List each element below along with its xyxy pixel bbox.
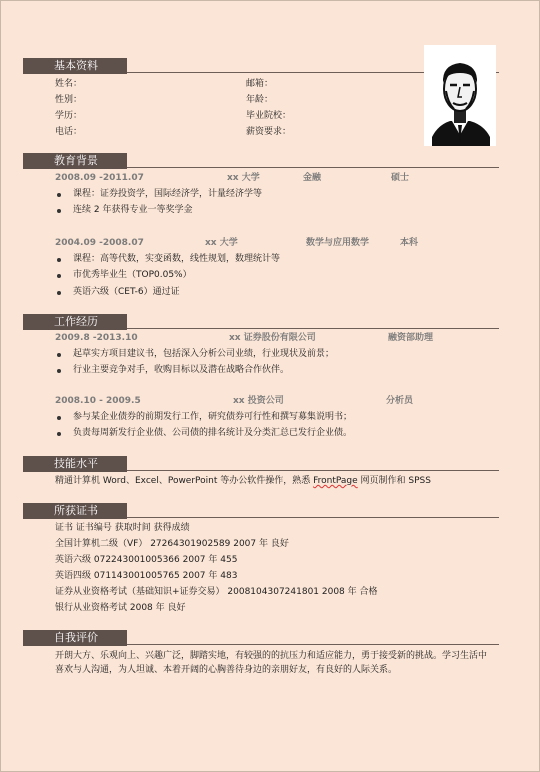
bullet <box>57 432 61 436</box>
work1-period: 2009.8 -2013.10 <box>55 333 138 343</box>
edu1-major: 金融 <box>303 173 322 183</box>
section-header-self <box>23 630 499 646</box>
section-title: 所获证书 <box>23 503 127 519</box>
section-title: 自我评价 <box>23 630 127 646</box>
edu2-item: 课程：高等代数，实变函数，线性规划，数理统计等 <box>73 254 281 264</box>
bullet <box>57 193 61 197</box>
edu1-period: 2008.09 -2011.07 <box>55 173 144 183</box>
cert-line: 英语六级 072243001005366 2007 年 455 <box>55 555 238 565</box>
section-header-skills <box>23 456 499 472</box>
edu2-major: 数学与应用数学 <box>306 238 370 248</box>
bullet <box>57 369 61 373</box>
salary-label: 薪资要求： <box>246 127 292 137</box>
cert-line: 全国计算机二级（VF） 27264301902589 2007 年 良好 <box>55 539 289 549</box>
email-label: 邮箱： <box>246 79 274 89</box>
section-title: 技能水平 <box>23 456 127 472</box>
work2-title: 分析员 <box>386 396 414 406</box>
edu2-item: 英语六级（CET-6）通过证 <box>73 287 180 297</box>
self-evaluation-text: 开朗大方、乐观向上、兴趣广泛，脚踏实地，有较强的的抗压力和适应能力，勇于接受新的挑战。学习生活中喜欢与人沟通，为人坦诚、本着开阔的心胸善待身边的亲朋好友，有良好的人际关系。 <box>55 651 488 675</box>
profile-photo <box>424 45 496 146</box>
work1-item: 起草实方项目建议书，包括深入分析公司业绩，行业现状及前景； <box>73 349 335 359</box>
edu1-school: xx 大学 <box>227 173 260 183</box>
section-header-education <box>23 153 499 169</box>
edu2-item: 市优秀毕业生（TOP0.05%） <box>73 270 192 280</box>
school-label: 毕业院校： <box>246 111 292 121</box>
work2-company: xx 投资公司 <box>233 396 284 406</box>
work2-period: 2008.10 - 2009.5 <box>55 396 141 406</box>
edu2-degree: 本科 <box>400 238 419 248</box>
phone-label: 电话： <box>55 127 83 137</box>
edu2-school: xx 大学 <box>205 238 238 248</box>
work1-title: 融资部助理 <box>388 333 434 343</box>
edu1-degree: 硕士 <box>391 173 410 183</box>
bullet <box>57 416 61 420</box>
frontpage-word: FrontPage <box>313 476 358 486</box>
name-label: 姓名： <box>55 79 83 89</box>
age-label: 年龄： <box>246 95 274 105</box>
cert-line: 银行从业资格考试 2008 年 良好 <box>55 603 186 613</box>
bullet <box>57 258 61 262</box>
work2-item: 参与某企业债券的前期发行工作，研究债券可行性和撰写募集说明书； <box>73 412 353 422</box>
skills-text: 精通计算机 Word、Excel、PowerPoint 等办公软件操作，熟悉 FrontPage 网页制作和 SPSS <box>55 476 431 486</box>
section-header-certs <box>23 503 499 519</box>
bullet <box>57 353 61 357</box>
section-title: 教育背景 <box>23 153 127 169</box>
work1-company: xx 证券股份有限公司 <box>229 333 316 343</box>
work2-item: 负责每周新发行企业债、公司债的排名统计及分类汇总已发行企业债。 <box>73 428 353 438</box>
gender-label: 性别： <box>55 95 83 105</box>
section-title: 基本资料 <box>23 58 127 74</box>
bullet <box>57 209 61 213</box>
certs-header: 证书 证书编号 获取时间 获得成绩 <box>55 523 190 533</box>
section-title: 工作经历 <box>23 314 127 330</box>
edu1-item: 课程：证券投资学，国际经济学，计量经济学等 <box>73 189 263 199</box>
cert-line: 证券从业资格考试（基础知识+证券交易） 2008104307241801 2008 年 合格 <box>55 587 378 597</box>
section-header-work <box>23 314 499 330</box>
work1-item: 行业主要竞争对手，收购目标以及潜在战略合作伙伴。 <box>73 365 290 375</box>
cert-line: 英语四级 071143001005765 2007 年 483 <box>55 571 238 581</box>
degree-label: 学历： <box>55 111 83 121</box>
edu1-item: 连续 2 年获得专业一等奖学金 <box>73 205 193 215</box>
edu2-period: 2004.09 -2008.07 <box>55 238 144 248</box>
bullet <box>57 274 61 278</box>
bullet <box>57 291 61 295</box>
